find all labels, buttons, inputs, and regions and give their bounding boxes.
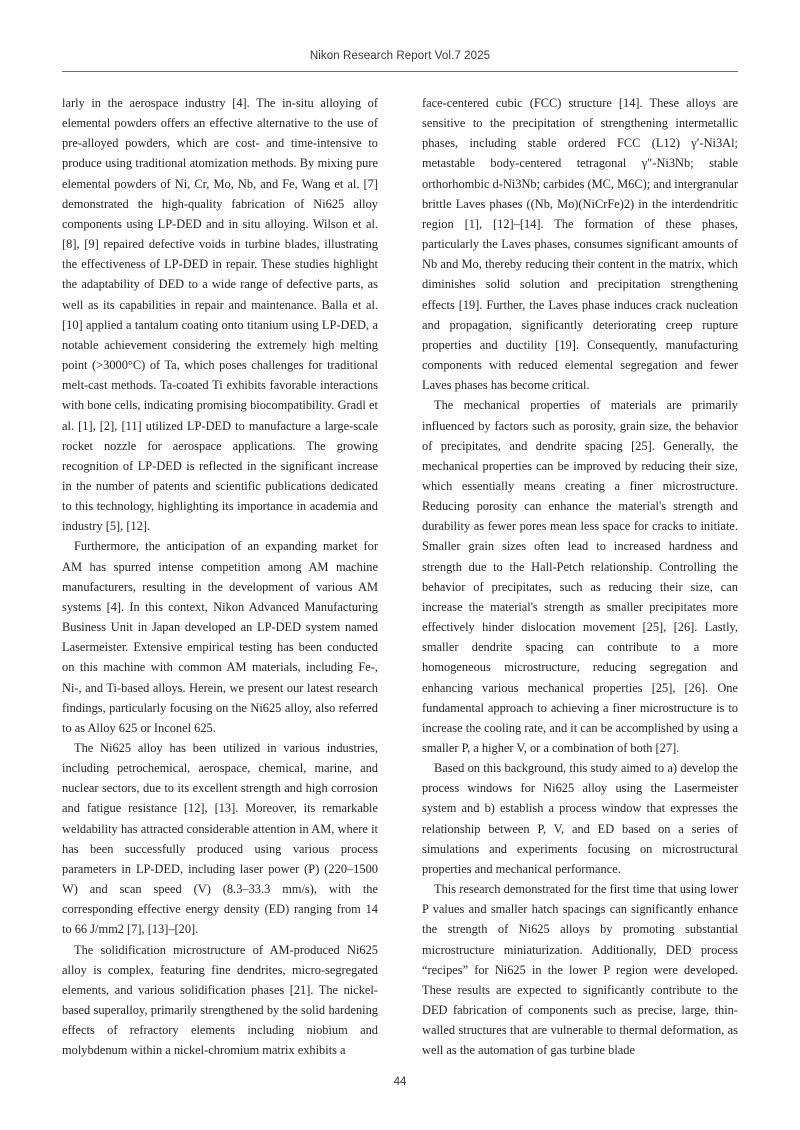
right-column [422, 93, 738, 1061]
page-number: 44 [393, 1076, 407, 1088]
paragraph: This research demonstrated for the first time that using lower P values and smaller hatch spacings can significantly enhance the strength of Ni625 alloys by promoting substantial microstructure miniaturization. Additionally, DED process “recipes” for Ni625 in the lower P region were developed. These results are expected to significantly contribute to the DED fabrication of components such as precise, large, thin-walled structures that are vulnerable to thermal deformation, as well as the automation of gas turbine blade [422, 882, 738, 1058]
running-header: Nikon Research Report Vol.7 2025 [309, 50, 491, 62]
paragraph: larly in the aerospace industry [4]. The in-situ alloying of elemental powders offers an effective alternative to the use of pre-alloyed powders, which are cost- and time-intensive to produce using traditional atomization methods. By mixing pure elemental powders of Ni, Cr, Mo, Nb, and Fe, Wang et al. [7] demonstrated the high-quality fabrication of Ni625 alloy components using LP-DED and in situ alloying. Wilson et al. [8], [9] repaired defective voids in turbine blades, illustrating the effectiveness of LP-DED in repair. These studies highlight the adaptability of DED to a wide range of defective parts, as well as its capabilities in repair and maintenance. Balla et al. [10] applied a tantalum coating onto titanium using LP-DED, a notable achievement considering the extremely high melting point (>3000°C) of Ta, which poses challenges for traditional melt-cast methods. Ta-coated Ti exhibits favorable interactions with bone cells, indicating promising biocompatibility. Gradl et al. [1], [2], [11] utilized LP-DED to manufacture a large-scale rocket nozzle for aerospace applications. The growing recognition of LP-DED is reflected in the significant increase in the number of patents and scientific publications dedicated to this technology, highlighting its importance in academia and industry [5], [12]. [62, 96, 378, 534]
left-column [62, 93, 378, 1061]
paragraph: The Ni625 alloy has been utilized in various industries, including petrochemical, aerospace, chemical, marine, and nuclear sectors, due to its excellent strength and high corrosion and fatigue resistance [12], [13]. Moreover, its remarkable weldability has attracted considerable attention in AM, where it has been successfully produced using various process parameters in LP-DED, including laser power (P) (220–1500 W) and scan speed (V) (8.3–33.3 mm/s), with the corresponding effective energy density (ED) ranging from 14 to 66 J/mm2 [7], [13]–[20]. [62, 741, 378, 937]
header-rule [62, 71, 738, 72]
paragraph: Based on this background, this study aimed to a) develop the process windows for Ni625 alloy using the Lasermeister system and b) establish a process window that expresses the relationship between P, V, and ED based on a series of simulations and experiments focusing on microstructural properties and mechanical performance. [422, 761, 738, 876]
paragraph: The mechanical properties of materials are primarily influenced by factors such as porosity, grain size, the behavior of precipitates, and dendrite spacing [25]. Generally, the mechanical properties can be improved by reducing their size, which essentially means creating a finer microstructure. Reducing porosity can enhance the material's strength and durability as fewer pores mean less space for cracks to initiate. Smaller grain sizes often lead to increased hardness and strength due to the Hall-Petch relationship. Controlling the behavior of precipitates, such as reducing their size, can increase the material's strength as smaller precipitates more effectively hinder dislocation movement [25], [26]. Lastly, smaller dendrite spacing can contribute to a more homogeneous microstructure, reducing segregation and enhancing various mechanical properties [25], [26]. One fundamental approach to achieving a finer microstructure is to increase the cooling rate, and it can be accomplished by using a smaller P, a higher V, or a combination of both [27]. [422, 398, 738, 755]
paragraph: face-centered cubic (FCC) structure [14]. These alloys are sensitive to the precipitation of strengthening intermetallic phases, including stable ordered FCC (L12) γ′-Ni3Al; metastable body-centered tetragonal γ″-Ni3Nb; stable orthorhombic d-Ni3Nb; carbides (MC, M6C); and intergranular brittle Laves phases ((Nb, Mo)(NiCrFe)2) in the interdendritic region [1], [12]–[14]. The formation of these phases, particularly the Laves phases, consumes significant amounts of Nb and Mo, thereby reducing their content in the matrix, which diminishes solid solution and precipitation strengthening effects [19]. Further, the Laves phase induces crack nucleation and propagation, significantly deteriorating creep rupture properties and ductility [19]. Consequently, manufacturing components with reduced elemental segregation and fewer Laves phases has become critical. [422, 96, 739, 393]
paragraph: The solidification microstructure of AM-produced Ni625 alloy is complex, featuring fine dendrites, micro-segregated elements, and various solidification phases [21]. The nickel-based superalloy, primarily strengthened by the solid hardening effects of refractory elements including niobium and molybdenum within a nickel-chromium matrix exhibits a [62, 942, 378, 1058]
paragraph: Furthermore, the anticipation of an expanding market for AM has spurred intense competition among AM machine manufacturers, resulting in the development of various AM systems [4]. In this context, Nikon Advanced Manufacturing Business Unit in Japan developed an LP-DED system named Lasermeister. Extensive empirical testing has been conducted on this machine with common AM materials, including Fe-, Ni-, and Ti-based alloys. Herein, we present our latest research findings, particularly focusing on the Ni625 alloy, also referred to as Alloy 625 or Inconel 625. [62, 539, 378, 735]
